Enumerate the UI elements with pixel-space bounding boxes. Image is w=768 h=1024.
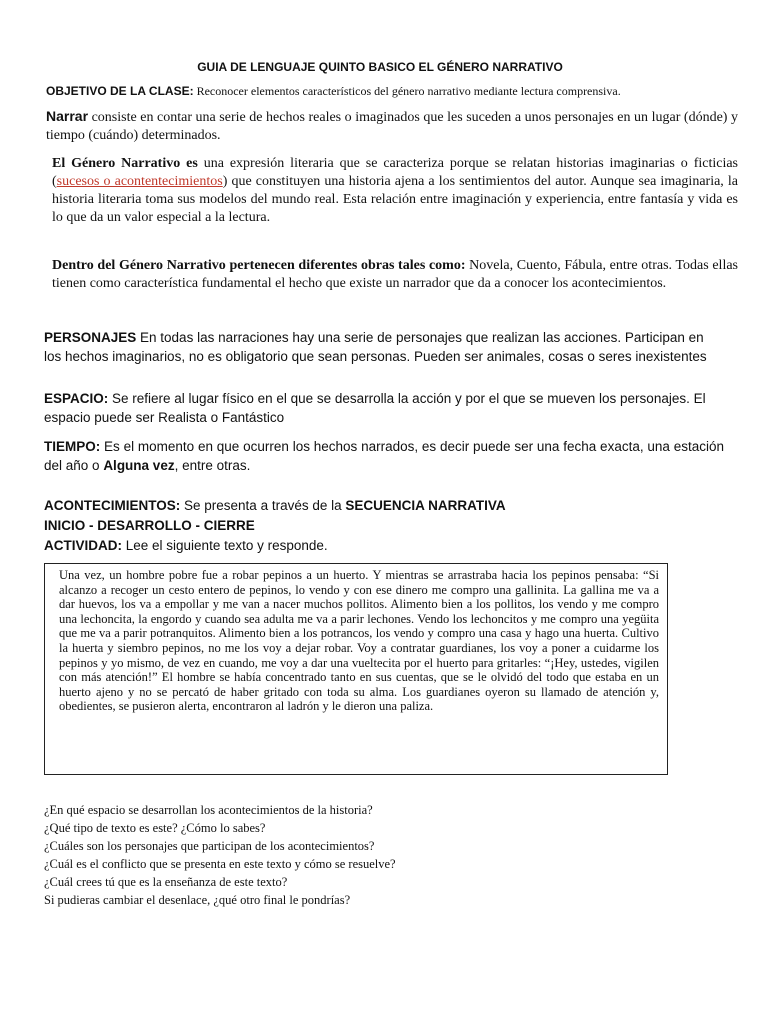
narrar-term: Narrar	[46, 108, 89, 124]
acontecimientos-label: ACONTECIMIENTOS:	[44, 498, 181, 513]
secuencia-narrativa-text: SECUENCIA NARRATIVA	[345, 498, 506, 513]
acontecimientos-text: Se presenta a través de la	[180, 498, 346, 513]
genero-term: El Género Narrativo es	[52, 156, 198, 171]
question-5: ¿Cuál crees tú que es la enseñanza de este texto?	[44, 875, 288, 889]
genero-paragraph	[52, 155, 738, 227]
secuencia-line	[44, 516, 724, 535]
personajes-section	[44, 328, 724, 366]
dentro-term: Dentro del Género Narrativo pertenecen diferentes obras tales como:	[52, 258, 466, 273]
dentro-text: Novela, Cuento, Fábula, entre otras. Todas ellas tienen como característica fundamental el hecho que existe un narrador que da a conocer los acontecimientos.	[52, 258, 739, 291]
page-title: GUIA DE LENGUAJE QUINTO BASICO EL GÉNERO NARRATIVO	[197, 60, 563, 74]
question-2: ¿Qué tipo de texto es este? ¿Cómo lo sabes?	[44, 821, 266, 835]
tiempo-section	[44, 437, 724, 475]
actividad-text: Lee el siguiente texto y responde.	[122, 538, 328, 553]
espacio-text: Se refiere al lugar físico en el que se desarrolla la acción y por el que se mueven los personajes. El espacio puede ser Realista o Fantástico	[44, 391, 706, 425]
acontecimientos-section	[44, 496, 724, 515]
question-1: ¿En qué espacio se desarrollan los acontecimientos de la historia?	[44, 803, 373, 817]
alguna-vez-text: Alguna vez	[103, 458, 175, 473]
objective-text: Reconocer elementos característicos del género narrativo mediante lectura comprensiva.	[193, 84, 621, 98]
tiempo-text-after: , entre otras.	[174, 458, 251, 473]
espacio-section	[44, 389, 724, 427]
story-box	[44, 563, 668, 775]
story-text: Una vez, un hombre pobre fue a robar pepinos a un huerto. Y mientras se arrastraba hacia los pepinos pensaba: “Si alcanzo a recoger un cesto entero de pepinos, lo vendo y con ese dinero me compro una gallinita. La gallina me va a dar huevos, los va a empollar y me van a nacer muchos pollitos. Alimento bien a los pollitos, los vendo y me compro una lechoncita, la engordo y cuando sea adulta me va a parir lechones. Vendo los lechoncitos y me compro una yegüita que me va a parir potranquitos. Alimento bien a los potrancos, los vendo y compro una casa y hago una huerta. Cultivo la huerta y siembro pepinos, no me los voy a dejar robar. Voy a contratar guardianes, los voy a poner a cuidarme los pepinos y yo mismo, de vez en cuando, me voy a dar una vueltecita por el huerto para gritarles: “¡Hey, ustedes, vigilen con más atención!” El hombre se había concentrado tanto en sus cuentas, que se le olvidó del todo que estaba en un huerto ajeno y no se percató de haber gritado con toda su alma. Los guardianes oyeron su llamado de atención y, obedientes, se pusieron alerta, encontraron al ladrón y le dieron una paliza.	[59, 568, 659, 714]
espacio-label: ESPACIO:	[44, 391, 109, 406]
personajes-text: En todas las narraciones hay una serie de personajes que realizan las acciones. Participan en los hechos imaginarios, no es obligatorio que sean personas. Pueden ser animales, cosas o seres inexistentes	[44, 330, 707, 364]
genero-text-before: una expresión literaria que se caracteriza porque se relatan historias imaginarias o ficticias (	[52, 156, 739, 189]
narrar-text: consiste en contar una serie de hechos reales o imaginados que les suceden a unos personajes en un lugar (dónde) y tiempo (cuándo) determinados.	[46, 110, 738, 143]
actividad-label: ACTIVIDAD:	[44, 538, 122, 553]
objective-label: OBJETIVO DE LA CLASE:	[46, 84, 194, 98]
actividad-line	[44, 536, 724, 555]
class-objective	[46, 84, 621, 99]
narrar-paragraph	[46, 107, 738, 145]
question-6: Si pudieras cambiar el desenlace, ¿qué otro final le pondrías?	[44, 893, 351, 907]
personajes-label: PERSONAJES	[44, 330, 137, 345]
genero-text-after: ) que constituyen una historia ajena a los sentimientos del autor. Aunque sea imaginaria, la historia literaria toma sus modelos del mundo real. Esta relación entre imaginación y experiencia, entre fantasía y vida es lo que da un valor especial a la lectura.	[52, 174, 738, 225]
dentro-paragraph	[52, 257, 738, 293]
sucesos-link[interactable]: sucesos o acontentecimientos	[56, 174, 223, 189]
secuencia-text: INICIO - DESARROLLO - CIERRE	[44, 518, 255, 533]
question-3: ¿Cuáles son los personajes que participan de los acontecimientos?	[44, 839, 375, 853]
question-4: ¿Cuál es el conflicto que se presenta en este texto y cómo se resuelve?	[44, 857, 396, 871]
tiempo-text-before: Es el momento en que ocurren los hechos narrados, es decir puede ser una fecha exacta, una estación del año o	[44, 439, 724, 473]
tiempo-label: TIEMPO:	[44, 439, 101, 454]
